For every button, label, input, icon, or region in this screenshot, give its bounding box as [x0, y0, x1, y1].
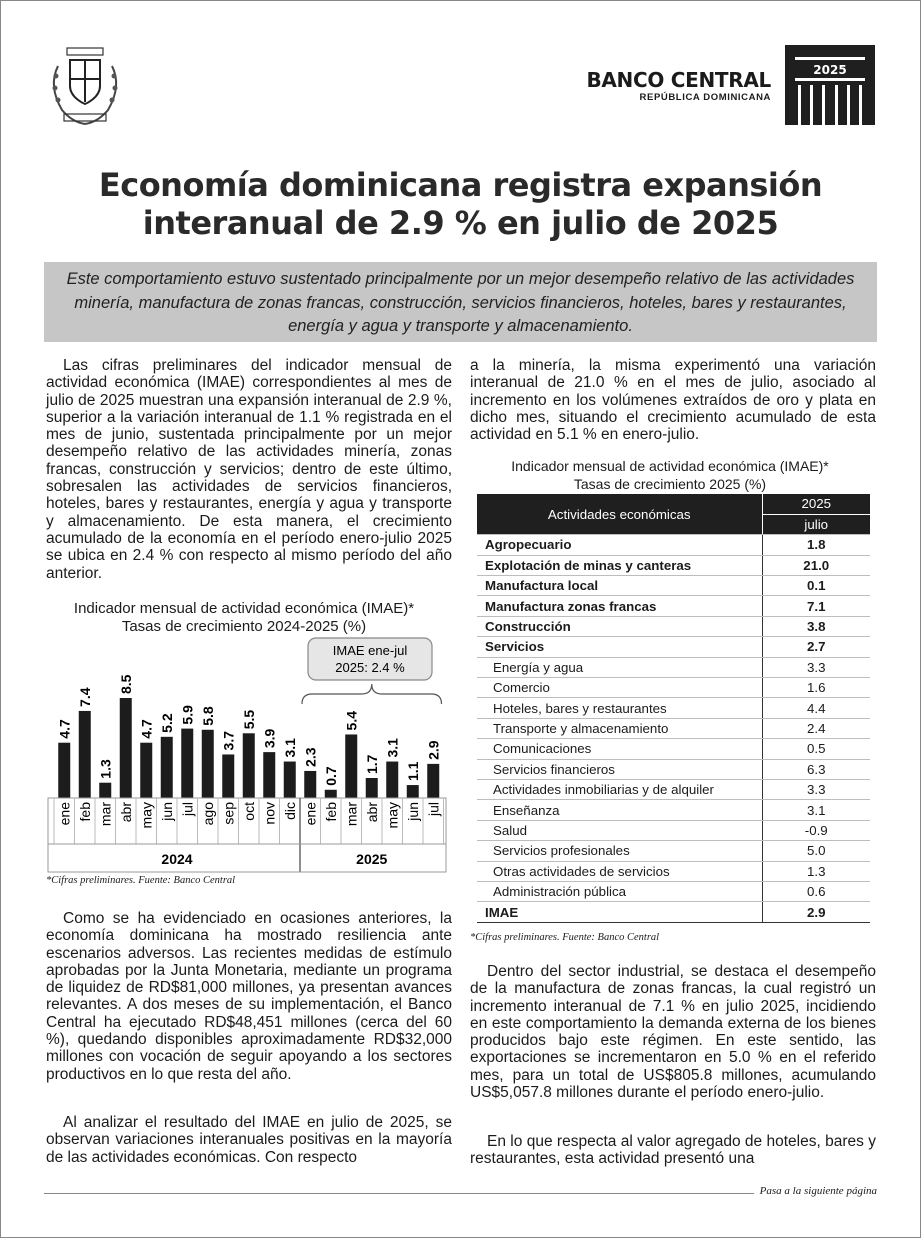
- row-label: Comercio: [477, 678, 762, 698]
- table-row: [477, 535, 870, 555]
- row-value: 2.9: [762, 902, 870, 922]
- chart-tick-label: sep: [220, 802, 237, 825]
- row-label: Hoteles, bares y restaurantes: [477, 698, 762, 718]
- table-title-line-2: Tasas de crecimiento 2025 (%): [573, 476, 767, 492]
- row-value: 3.3: [762, 779, 870, 799]
- footer-divider: [44, 1193, 754, 1194]
- table-row: [477, 800, 870, 820]
- chart-data-label: 1.7: [363, 754, 380, 774]
- row-label: Enseñanza: [477, 800, 762, 820]
- row-value: 21.0: [762, 555, 870, 575]
- right-column-middle: [470, 963, 876, 1101]
- row-label: Servicios profesionales: [477, 841, 762, 861]
- chart-data-label: 5.8: [199, 706, 216, 726]
- row-label: Transporte y almacenamiento: [477, 718, 762, 738]
- chart-tick-label: jul: [425, 802, 442, 817]
- table-row: [477, 861, 870, 881]
- chart-tick-label: mar: [343, 802, 360, 827]
- chart-bar: [222, 754, 234, 798]
- row-value: 3.1: [762, 800, 870, 820]
- row-label: Agropecuario: [477, 535, 762, 555]
- chart-data-label: 1.3: [97, 759, 114, 779]
- chart-tick-label: ene: [302, 802, 319, 826]
- table-row: [477, 718, 870, 738]
- chart-data-label: 5.5: [240, 709, 257, 730]
- coat-of-arms-icon: [44, 44, 126, 126]
- table-header-activity: Actividades económicas: [477, 494, 762, 535]
- chart-bar: [58, 743, 70, 798]
- chart-tick-label: jun: [158, 802, 175, 821]
- row-value: 3.3: [762, 657, 870, 677]
- chart-data-label: 7.4: [76, 687, 93, 707]
- table-row: [477, 841, 870, 861]
- bank-logo-icon: [785, 45, 875, 125]
- chart-data-label: 0.7: [322, 766, 339, 786]
- chart-data-label: 8.5: [117, 674, 134, 694]
- row-value: 2.7: [762, 637, 870, 657]
- table-title: [470, 457, 870, 493]
- row-value: 4.4: [762, 698, 870, 718]
- next-page-link[interactable]: Pasa a la siguiente página: [759, 1185, 877, 1197]
- chart-data-label: 5.9: [179, 705, 196, 725]
- chart-bar: [120, 698, 132, 798]
- row-value: 3.8: [762, 616, 870, 636]
- right-column-bottom: [470, 1133, 876, 1168]
- chart-data-label: 3.1: [384, 738, 401, 758]
- row-label: Construcción: [477, 616, 762, 636]
- imae-bar-chart: [44, 636, 450, 876]
- chart-bar: [263, 752, 275, 798]
- chart-tick-label: dic: [281, 802, 298, 820]
- paragraph-2: Como se ha evidenciado en ocasiones anteriores, la economía dominicana ha mostrado resiliencia ante escenarios adversos. Las recientes medidas de estímulo aprobadas por la Junta Monetaria, mediante un programa de liquidez de RD$81,000 millones, ya presentan avances relevantes. A dos meses de su implementación, el Banco Central ha ejecutado RD$48,451 millones (cerca del 60 %), quedando disponibles aproximadamente RD$32,000 millones con vocación de seguir apoyando a los sectores productivos en lo que resta del año.: [46, 910, 452, 1083]
- chart-bar: [325, 790, 337, 798]
- row-value: 0.1: [762, 576, 870, 596]
- paragraph-3: Al analizar el resultado del IMAE en julio de 2025, se observan variaciones interanuales positivas en la mayoría de las actividades económicas. Con respecto: [46, 1114, 452, 1166]
- chart-group-label: 2025: [356, 851, 388, 867]
- chart-tick-label: ene: [56, 802, 73, 826]
- row-value: 5.0: [762, 841, 870, 861]
- table-header-year: 2025: [762, 494, 870, 514]
- left-column-bottom: [46, 1114, 452, 1166]
- chart-data-label: 1.1: [404, 761, 421, 782]
- chart-tick-label: abr: [117, 802, 134, 823]
- row-label: Actividades inmobiliarias y de alquiler: [477, 779, 762, 799]
- chart-bar: [99, 783, 111, 798]
- chart-tick-label: may: [138, 802, 155, 829]
- row-value: 1.3: [762, 861, 870, 881]
- table-body: [477, 535, 870, 922]
- table-note: *Cifras preliminares. Fuente: Banco Central: [470, 932, 660, 943]
- chart-bar: [366, 778, 378, 798]
- chart-bar: [79, 711, 91, 798]
- left-column-top: [46, 357, 452, 582]
- imae-table: [477, 494, 870, 923]
- left-column-middle: [46, 910, 452, 1083]
- chart-data-label: 2.3: [302, 747, 319, 767]
- table-row: [477, 637, 870, 657]
- bank-subtitle: REPÚBLICA DOMINICANA: [639, 91, 771, 103]
- paragraph-6: En lo que respecta al valor agregado de hoteles, bares y restaurantes, esta actividad presentó una: [470, 1133, 876, 1168]
- chart-tick-label: may: [384, 802, 401, 829]
- chart-group-label: 2024: [161, 851, 193, 867]
- chart-bar: [243, 733, 255, 798]
- title-line-1: Economía dominicana registra expansión: [98, 166, 823, 204]
- chart-data-label: 4.7: [138, 719, 155, 739]
- page-title: [40, 166, 881, 242]
- paragraph-5: Dentro del sector industrial, se destaca el desempeño de la manufactura de zonas francas, la cual registró un incremento interanual de 7.1 % en julio 2025, incidiendo en este comportamiento la demanda externa de los bienes producidos bajo este régimen. En este sentido, las exportaciones se incrementaron en 5.0 % en el referido mes, para un total de US$805.8 millones, acumulando US$5,057.8 millones durante el período enero-julio.: [470, 963, 876, 1102]
- chart-tick-label: ago: [199, 802, 216, 826]
- chart-data-label: 3.7: [220, 731, 237, 751]
- table-row: [477, 759, 870, 779]
- bank-name: BANCO CENTRAL: [586, 67, 771, 92]
- table-row: [477, 739, 870, 759]
- chart-tick-label: feb: [322, 802, 339, 822]
- row-label: Comunicaciones: [477, 739, 762, 759]
- chart-note: *Cifras preliminares. Fuente: Banco Central: [46, 875, 236, 886]
- chart-bar: [284, 762, 296, 798]
- row-value: 1.6: [762, 678, 870, 698]
- chart-data-label: 5.2: [158, 713, 175, 733]
- table-row: [477, 616, 870, 636]
- row-label: Administración pública: [477, 881, 762, 901]
- row-value: 1.8: [762, 535, 870, 555]
- table-row: [477, 902, 870, 922]
- chart-data-label: 2.9: [425, 740, 442, 760]
- row-value: 6.3: [762, 759, 870, 779]
- row-label: Servicios financieros: [477, 759, 762, 779]
- table-row: [477, 698, 870, 718]
- bank-header: [586, 45, 875, 125]
- paragraph-1: Las cifras preliminares del indicador mensual de actividad económica (IMAE) correspondientes al mes de julio de 2025 muestran una expansión interanual de 2.9 %, superior a la variación interanual de 1.1 % registrada en el mes de junio, sustentada principalmente por un mejor desempeño relativo de las actividades minería, zonas francas, construcción y servicios; dentro de este último, sobresalen las actividades de servicios financieros, hoteles, bares y restaurantes, energía y agua y transporte y almacenamiento. De esta manera, el crecimiento acumulado de la economía en el período enero-julio 2025 se ubica en 2.4 % con respecto al mismo período del año anterior.: [46, 357, 452, 582]
- row-value: -0.9: [762, 820, 870, 840]
- chart-bar: [427, 764, 439, 798]
- row-label: Manufactura zonas francas: [477, 596, 762, 616]
- chart-tick-label: mar: [97, 802, 114, 827]
- table-row: [477, 678, 870, 698]
- table-title-line-1: Indicador mensual de actividad económica (IMAE)*: [511, 458, 829, 474]
- annotation-line-1: IMAE ene-jul: [332, 643, 408, 658]
- chart-data-label: 5.4: [343, 711, 360, 731]
- chart-bar: [407, 785, 419, 798]
- chart-tick-label: jul: [179, 802, 196, 817]
- row-label: Explotación de minas y canteras: [477, 555, 762, 575]
- table-row: [477, 596, 870, 616]
- row-label: Manufactura local: [477, 576, 762, 596]
- chart-tick-label: oct: [240, 802, 257, 821]
- chart-tick-label: nov: [261, 802, 278, 825]
- table-row: [477, 820, 870, 840]
- title-line-2: interanual de 2.9 % en julio de 2025: [142, 204, 779, 242]
- annotation-line-2: 2025: 2.4 %: [335, 660, 405, 675]
- chart-data-label: 3.1: [281, 738, 298, 758]
- chart-tick-label: feb: [76, 802, 93, 822]
- right-column-top: [470, 357, 876, 443]
- row-value: 0.5: [762, 739, 870, 759]
- table-row: [477, 881, 870, 901]
- chart-bar: [345, 734, 357, 798]
- paragraph-4: a la minería, la misma experimentó una variación interanual de 21.0 % en el mes de julio, asociado al incremento en los volúmenes extraídos de oro y plata en dicho mes, situando el crecimiento acumulado de esta actividad en 5.1 % en enero-julio.: [470, 357, 876, 444]
- row-label: IMAE: [477, 902, 762, 922]
- row-label: Servicios: [477, 637, 762, 657]
- chart-bar: [304, 771, 316, 798]
- chart-title-line-2: Tasas de crecimiento 2024-2025 (%): [121, 618, 367, 635]
- summary-box: Este comportamiento estuvo sustentado principalmente por un mejor desempeño relativo de las actividades minería, manufactura de zonas francas, construcción, servicios financieros, hoteles, bares y restaurantes, energía y agua y transporte y almacenamiento.: [44, 262, 877, 342]
- row-value: 0.6: [762, 881, 870, 901]
- chart-tick-label: abr: [363, 802, 380, 823]
- table-row: [477, 779, 870, 799]
- row-value: 2.4: [762, 718, 870, 738]
- chart-tick-label: jun: [404, 802, 421, 821]
- table-row: [477, 576, 870, 596]
- table-row: [477, 657, 870, 677]
- chart-bar: [202, 730, 214, 798]
- row-label: Salud: [477, 820, 762, 840]
- chart-bar: [386, 762, 398, 798]
- chart-data-label: 3.9: [261, 728, 278, 749]
- chart-bar: [181, 729, 193, 798]
- chart-bar: [140, 743, 152, 798]
- chart-data-label: 4.7: [56, 719, 73, 739]
- table-row: [477, 555, 870, 575]
- logo-year: 2025: [813, 63, 847, 77]
- table-header-month: julio: [762, 514, 870, 534]
- annotation-brace: [302, 684, 442, 704]
- row-label: Energía y agua: [477, 657, 762, 677]
- row-value: 7.1: [762, 596, 870, 616]
- chart-title-line-1: Indicador mensual de actividad económica (IMAE)*: [73, 600, 415, 617]
- row-label: Otras actividades de servicios: [477, 861, 762, 881]
- chart-title: [44, 600, 444, 636]
- chart-bar: [161, 737, 173, 798]
